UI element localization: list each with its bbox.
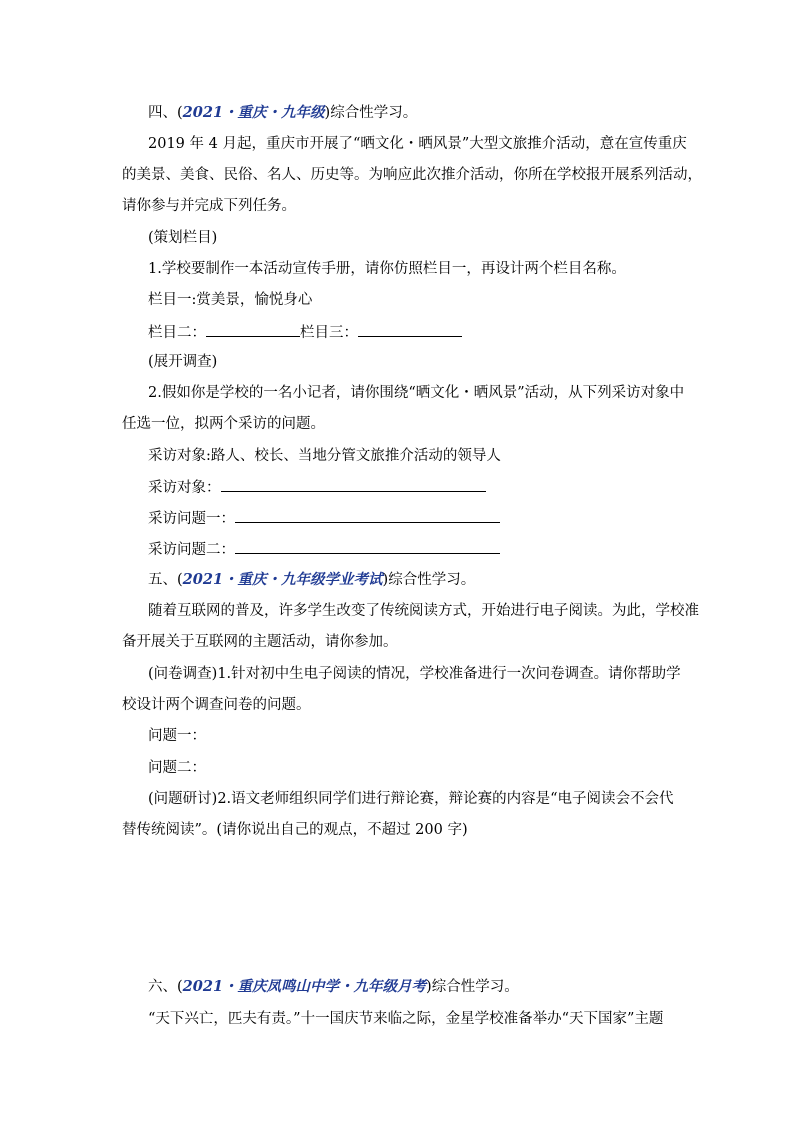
question-2-line-1: 2.假如你是学校的一名小记者，请你围绕“晒文化・晒风景”活动，从下列采访对象中 bbox=[148, 385, 685, 401]
interview-question-1-label: 采访问题一： bbox=[148, 511, 235, 527]
section-type: )综合性学习。 bbox=[382, 572, 476, 588]
question-source: 2021・重庆・九年级学业考试 bbox=[182, 571, 383, 588]
column-fill-row bbox=[148, 322, 462, 343]
part-2-title: (展开调查) bbox=[148, 354, 218, 370]
question-source: 2021・重庆・九年级 bbox=[182, 104, 325, 121]
survey-answer-2: 问题二： bbox=[148, 760, 206, 776]
interview-question-2-blank[interactable] bbox=[235, 539, 500, 554]
debate-question-line-2: 替传统阅读”。(请你说出自己的观点，不超过 200 字) bbox=[122, 822, 468, 838]
interview-question-1-row bbox=[148, 508, 500, 529]
column-2-label: 栏目二： bbox=[148, 325, 206, 341]
section-4-heading bbox=[148, 103, 417, 123]
section-5-intro-1: 随着互联网的普及，许多学生改变了传统阅读方式，开始进行电子阅读。为此，学校准 bbox=[148, 603, 699, 619]
section-number: 四、( bbox=[148, 105, 183, 121]
question-2-line-2: 任选一位，拟两个采访的问题。 bbox=[122, 416, 325, 432]
interview-question-1-blank[interactable] bbox=[235, 508, 500, 523]
question-source: 2021・重庆凤鸣山中学・九年级月考 bbox=[182, 978, 427, 995]
section-4-intro-1: 2019 年 4 月起，重庆市开展了“晒文化・晒风景”大型文旅推介活动，意在宣传重庆 bbox=[148, 136, 687, 152]
section-6-heading bbox=[148, 977, 519, 997]
interview-target-label: 采访对象： bbox=[148, 480, 221, 496]
column-2-blank[interactable] bbox=[206, 322, 300, 337]
section-type: )综合性学习。 bbox=[324, 105, 418, 121]
part-1-title: (策划栏目) bbox=[148, 230, 218, 246]
section-4-intro-3: 请你参与并完成下列任务。 bbox=[122, 198, 296, 214]
section-5-intro-2: 备开展关于互联网的主题活动，请你参加。 bbox=[122, 634, 398, 650]
section-5-heading bbox=[148, 570, 475, 590]
survey-question-line-2: 校设计两个调查问卷的问题。 bbox=[122, 697, 311, 713]
debate-question-line-1: (问题研讨)2.语文老师组织同学们进行辩论赛，辩论赛的内容是“电子阅读会不会代 bbox=[148, 791, 674, 807]
section-number: 五、( bbox=[148, 572, 183, 588]
section-6-intro-1: “天下兴亡，匹夫有责。”十一国庆节来临之际，金星学校准备举办“天下国家”主题 bbox=[148, 1011, 664, 1027]
question-1: 1.学校要制作一本活动宣传手册，请你仿照栏目一，再设计两个栏目名称。 bbox=[148, 261, 626, 277]
interview-question-2-label: 采访问题二： bbox=[148, 542, 235, 558]
survey-answer-1: 问题一： bbox=[148, 728, 206, 744]
column-3-label: 栏目三： bbox=[300, 325, 358, 341]
survey-question-line-1: (问卷调查)1.针对初中生电子阅读的情况，学校准备进行一次问卷调查。请你帮助学 bbox=[148, 666, 681, 682]
interview-question-2-row bbox=[148, 539, 500, 560]
interview-target-row bbox=[148, 477, 486, 498]
column-1-example: 栏目一:赏美景，愉悦身心 bbox=[148, 292, 313, 308]
section-type: )综合性学习。 bbox=[426, 979, 519, 995]
interview-target-blank[interactable] bbox=[221, 477, 486, 492]
section-number: 六、( bbox=[148, 979, 183, 995]
interview-targets: 采访对象:路人、校长、当地分管文旅推介活动的领导人 bbox=[148, 448, 501, 464]
section-4-intro-2: 的美景、美食、民俗、名人、历史等。为响应此次推介活动，你所在学校报开展系列活动， bbox=[122, 167, 702, 183]
column-3-blank[interactable] bbox=[358, 322, 462, 337]
